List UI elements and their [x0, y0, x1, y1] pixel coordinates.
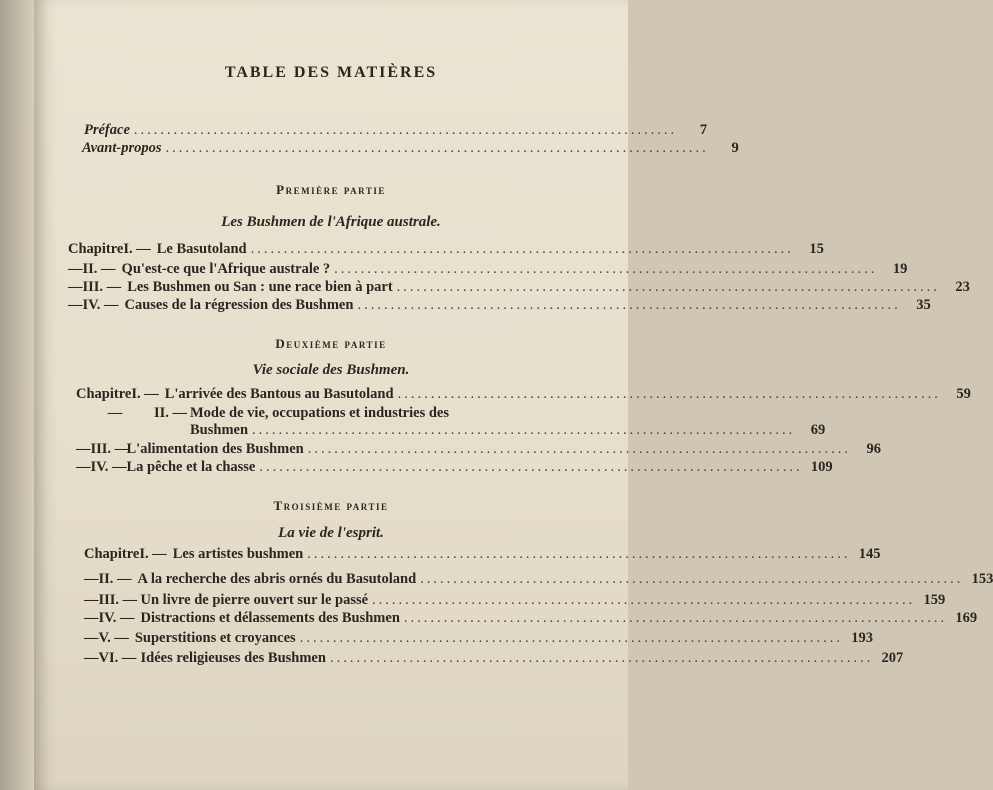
toc-chapter-row: [68, 241, 824, 258]
leader-dots: ..................................................................................: [334, 261, 878, 277]
leader-dots: ..................................................................................: [397, 386, 941, 402]
chapter-page: 145: [858, 546, 881, 562]
leader-dots: ..................................................................................: [396, 279, 940, 295]
chapter-lead: Chapitre: [76, 386, 132, 402]
chapter-page: 96: [866, 441, 881, 457]
chapter-title: Le Basutoland: [156, 241, 247, 257]
toc-chapter-row: [76, 441, 881, 458]
chapter-lead: —: [84, 592, 99, 608]
book-spine-shadow: [0, 0, 34, 790]
toc-chapter-row: [68, 261, 908, 278]
chapter-number: IV. —: [82, 297, 119, 313]
toc-chapter-row: [76, 405, 550, 422]
chapter-number: I. —: [123, 241, 151, 257]
chapter-page: 193: [851, 630, 873, 646]
chapter-title: Les Bushmen ou San : une race bien à part: [127, 279, 393, 295]
chapter-lead: —: [107, 405, 123, 421]
chapter-title: Idées religieuses des Bushmen: [140, 650, 326, 666]
toc-chapter-row-continued: [190, 422, 826, 439]
chapter-title: Les artistes bushmen: [172, 546, 304, 562]
chapter-lead: —: [68, 261, 83, 277]
part-subtitle: Les Bushmen de l'Afrique australe.: [221, 214, 441, 230]
chapter-title: Un livre de pierre ouvert sur le passé: [140, 592, 369, 608]
leader-dots: ..................................................................................: [299, 630, 843, 646]
chapter-page: 59: [956, 386, 971, 402]
chapter-number: III. —: [90, 441, 130, 457]
chapter-number: II. —: [82, 261, 116, 277]
toc-chapter-row: [84, 650, 904, 667]
chapter-number: III. —: [82, 279, 122, 295]
chapter-number: VI. —: [98, 650, 137, 666]
chapter-number: IV. —: [98, 610, 135, 626]
toc-chapter-row: [68, 279, 970, 296]
chapter-lead: Chapitre: [84, 546, 140, 562]
leader-dots: ..................................................................................: [165, 140, 709, 156]
toc-entry-label: Avant-propos: [82, 140, 162, 156]
chapter-number: IV. —: [90, 459, 127, 475]
chapter-page: 35: [916, 297, 931, 313]
leader-dots: ..................................................................................: [403, 610, 948, 626]
toc-chapter-row: [76, 386, 971, 403]
leader-dots: ..................................................................................: [329, 650, 874, 666]
leader-dots: ..................................................................................: [307, 441, 851, 457]
leader-dots: ..................................................................................: [252, 422, 796, 438]
leader-dots: ..................................................................................: [250, 241, 794, 257]
chapter-lead: —: [84, 630, 99, 646]
chapter-page: 69: [810, 422, 826, 438]
toc-chapter-row: [84, 571, 993, 588]
chapter-title: L'arrivée des Bantous au Basutoland: [164, 386, 394, 402]
chapter-lead: —: [84, 571, 99, 587]
page-title: TABLE DES MATIÈRES: [224, 64, 438, 81]
chapter-title: Qu'est-ce que l'Afrique australe ?: [121, 261, 331, 277]
toc-chapter-row: [76, 459, 833, 476]
chapter-title: A la recherche des abris ornés du Basutoland: [137, 571, 417, 587]
chapter-title: Causes de la régression des Bushmen: [124, 297, 354, 313]
chapter-page: 19: [892, 261, 908, 277]
chapter-lead: —: [68, 279, 83, 295]
chapter-title-continued: Bushmen: [190, 422, 249, 438]
chapter-title: Mode de vie, occupations et industries des: [190, 405, 449, 421]
chapter-title: L'alimentation des Bushmen: [126, 441, 304, 457]
chapter-number: I. —: [139, 546, 167, 562]
chapter-number: III. —: [98, 592, 138, 608]
toc-entry-page: 9: [731, 140, 739, 156]
chapter-page: 207: [881, 650, 904, 666]
leader-dots: ..................................................................................: [259, 459, 803, 475]
leader-dots: ..................................................................................: [420, 571, 964, 587]
chapter-title: Distractions et délassements des Bushmen: [140, 610, 400, 626]
chapter-lead: —: [68, 297, 83, 313]
toc-entry-page: 7: [699, 122, 708, 138]
chapter-lead: —: [84, 610, 99, 626]
chapter-page: 159: [923, 592, 946, 608]
toc-chapter-row: [84, 546, 881, 563]
chapter-number: V. —: [98, 630, 129, 646]
chapter-lead: —: [76, 441, 91, 457]
chapter-lead: Chapitre: [68, 241, 124, 257]
part-heading: Troisième partie: [273, 498, 389, 513]
chapter-lead: —: [84, 650, 99, 666]
chapter-number: II. —: [154, 405, 188, 421]
part-heading: Première partie: [276, 182, 386, 197]
toc-chapter-row: [68, 297, 931, 314]
chapter-lead: —: [76, 459, 91, 475]
toc-entry-avant-propos: [82, 140, 739, 157]
chapter-page: 169: [955, 610, 978, 626]
chapter-number: II. —: [98, 571, 132, 587]
chapter-title: La pêche et la chasse: [126, 459, 256, 475]
part-subtitle: Vie sociale des Bushmen.: [252, 362, 410, 378]
toc-chapter-row: [84, 592, 946, 609]
toc-entry-preface: [84, 122, 708, 139]
leader-dots: ..................................................................................: [133, 122, 678, 138]
toc-chapter-row: [84, 630, 873, 647]
part-heading: Deuxième partie: [275, 336, 387, 351]
chapter-page: 15: [809, 241, 824, 257]
chapter-page: 109: [810, 459, 833, 475]
chapter-page: 153: [971, 571, 993, 587]
toc-entry-label: Préface: [84, 122, 130, 138]
chapter-title: Superstitions et croyances: [134, 630, 296, 646]
leader-dots: ..................................................................................: [307, 546, 851, 562]
chapter-page: 23: [955, 279, 970, 295]
toc-chapter-row: [84, 610, 978, 627]
leader-dots: ..................................................................................: [357, 297, 901, 313]
chapter-number: I. —: [131, 386, 159, 402]
part-subtitle: La vie de l'esprit.: [278, 525, 384, 541]
leader-dots: ..................................................................................: [372, 592, 916, 608]
